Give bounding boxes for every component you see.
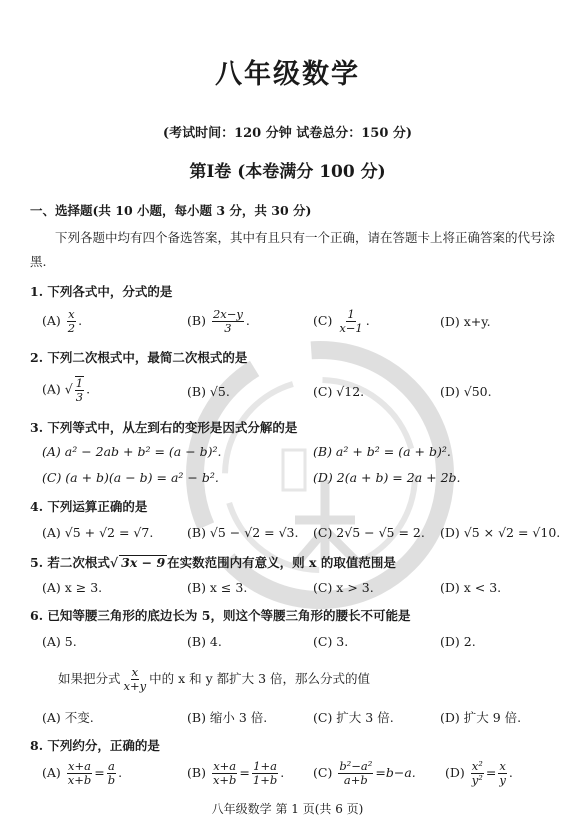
q1-option-d: (D) x+y. <box>440 314 491 329</box>
question-7-stem: 如果把分式 $\frac{x}{x+y}$ 中的 x 和 y 都扩大 3 倍，那么分式的值 <box>58 665 371 693</box>
q3-option-d: (D) 2(a + b) = 2a + 2b. <box>313 470 461 485</box>
q8-option-b: (B) $\frac{x+a}{x+b}$ = $\frac{1+a}{1+b}$ . <box>187 759 285 787</box>
question-6-stem: 6. 已知等腰三角形的底边长为 5，则这个等腰三角形的腰长不可能是 <box>30 608 411 623</box>
q3-option-c: (C) (a + b)(a − b) = a² − b². <box>42 470 219 485</box>
q8-option-c: (C) $\frac{\text{b²−a²}}{a+b}$ =b−a. <box>313 759 416 787</box>
instructions: 下列各题中均有四个备选答案，其中有且只有一个正确，请在答题卡上将正确答案的代号涂黑. <box>30 230 556 269</box>
q4-option-c: (C) 2√5 − √5 = 2. <box>313 525 425 540</box>
question-1-stem: 1. 下列各式中，分式的是 <box>30 284 173 299</box>
q1-option-a: (A) $\frac{x}{2}$ . <box>42 307 83 335</box>
question-3-stem: 3. 下列等式中，从左到右的变形是因式分解的是 <box>30 420 298 435</box>
q2-option-a: (A) √ $\frac{1}{3}$ . <box>42 376 91 404</box>
page-title: 八年级数学 <box>215 59 360 90</box>
question-4-stem: 4. 下列运算正确的是 <box>30 499 148 514</box>
q8-option-d: (D) $\frac{\text{x²}}{\text{y²}}$ = $\frac{x}{y}$ . <box>445 759 513 787</box>
q2-option-b: (B) √5. <box>187 384 230 399</box>
q8-option-a: (A) $\frac{x+a}{x+b}$ = $\frac{a}{b}$ . <box>42 759 123 787</box>
q6-option-d: (D) 2. <box>440 634 476 649</box>
volume-heading: 第Ⅰ卷 (本卷满分 100 分) <box>189 162 386 182</box>
q3-option-a: (A) a² − 2ab + b² = (a − b)². <box>42 444 222 459</box>
q1-option-b: (B) $\frac{2x-y}{3}$ . <box>187 307 250 335</box>
q5-option-b: (B) x ≤ 3. <box>187 580 248 595</box>
question-2-stem: 2. 下列二次根式中，最简二次根式的是 <box>30 350 248 365</box>
q2-option-d: (D) √50. <box>440 384 492 399</box>
q7-option-a: (A) 不变. <box>42 710 94 725</box>
q6-option-c: (C) 3. <box>313 634 349 649</box>
question-5-stem: 5. 若二次根式√ 3x − 9 在实数范围内有意义，则 x 的取值范围是 <box>30 555 396 570</box>
q7-option-b: (B) 缩小 3 倍. <box>187 710 268 725</box>
exam-info: (考试时间：120 分钟 试卷总分：150 分) <box>162 126 413 141</box>
q4-option-b: (B) √5 − √2 = √3. <box>187 525 299 540</box>
q5-option-c: (C) x > 3. <box>313 580 374 595</box>
q6-option-a: (A) 5. <box>42 634 77 649</box>
q5-option-a: (A) x ≥ 3. <box>42 580 103 595</box>
q3-option-b: (B) a² + b² = (a + b)². <box>313 444 451 459</box>
page-footer: 八年级数学 第 1 页(共 6 页) <box>211 802 364 816</box>
q4-option-a: (A) √5 + √2 = √7. <box>42 525 154 540</box>
q4-option-d: (D) √5 × √2 = √10. <box>440 525 561 540</box>
q5-option-d: (D) x < 3. <box>440 580 502 595</box>
q1-option-c: (C) $\frac{1}{x-1}$ . <box>313 307 370 335</box>
section-heading: 一、选择题(共 10 小题，每小题 3 分，共 30 分) <box>30 203 312 218</box>
q2-option-c: (C) √12. <box>313 384 365 399</box>
question-8-stem: 8. 下列约分，正确的是 <box>30 738 160 753</box>
q6-option-b: (B) 4. <box>187 634 222 649</box>
q7-option-d: (D) 扩大 9 倍. <box>440 710 522 725</box>
q7-option-c: (C) 扩大 3 倍. <box>313 710 394 725</box>
